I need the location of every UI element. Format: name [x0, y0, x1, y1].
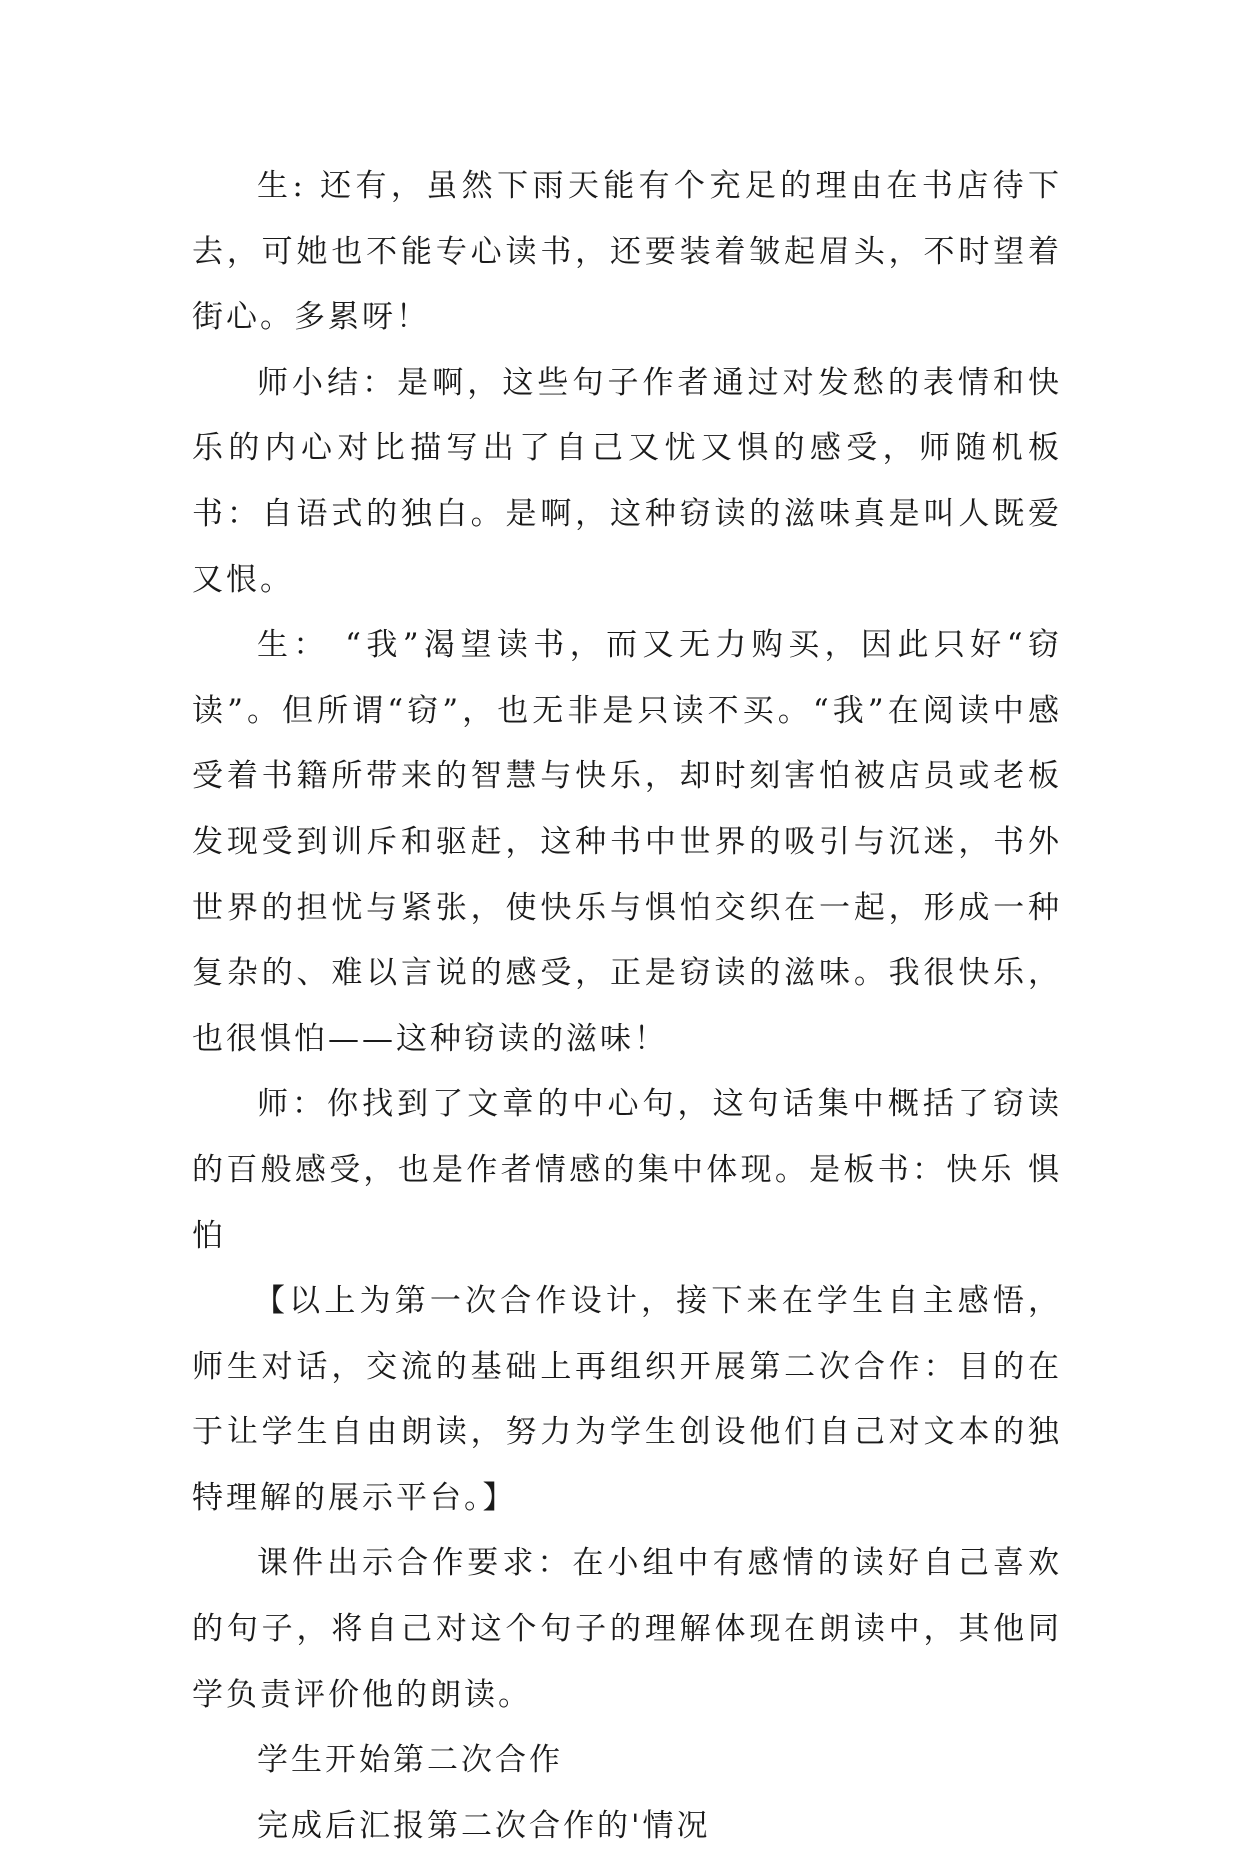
paragraph-design-note: 【以上为第一次合作设计，接下来在学生自主感悟，师生对话，交流的基础上再组织开展第二次合作：目的在于让学生自由朗读，努力为学生创设他们自己对文本的独特理解的展示平台。】	[192, 1283, 1062, 1516]
paragraph-student-central-sentence: 生： “我”渴望读书，而又无力购买，因此只好“窃读”。但所谓“窃”，也无非是只读不买。“我”在阅读中感受着书籍所带来的智慧与快乐，却时刻害怕被店员或老板发现受到训斥和驱赶，这种书中世界的吸引与沉迷，书外世界的担忧与紧张，使快乐与惧怕交织在一起，形成一种复杂的、难以言说的感受，正是窃读的滋味。我很快乐，也很惧怕——这种窃读的滋味！	[192, 627, 1062, 1057]
paragraph-teacher-blackboard: 师：你找到了文章的中心句，这句话集中概括了窃读的百般感受，也是作者情感的集中体现。是板书：快乐 惧怕	[192, 1086, 1062, 1254]
paragraph-second-cooperation-report: 完成后汇报第二次合作的'情况	[257, 1807, 711, 1844]
paragraph-student-remark-rain: 生: 还有，虽然下雨天能有个充足的理由在书店待下去，可她也不能专心读书，还要装着皱起眉头，不时望着街心。多累呀！	[192, 168, 1062, 336]
paragraph-cooperation-requirement: 课件出示合作要求：在小组中有感情的读好自己喜欢的句子，将自己对这个句子的理解体现在朗读中，其他同学负责评价他的朗读。	[192, 1545, 1062, 1713]
paragraph-second-cooperation-start: 学生开始第二次合作	[257, 1742, 563, 1779]
paragraph-teacher-summary: 师小结：是啊，这些句子作者通过对发愁的表情和快乐的内心对比描写出了自己又忧又惧的感受，师随机板书：自语式的独白。是啊，这种窃读的滋味真是叫人既爱又恨。	[192, 364, 1062, 598]
document-body	[192, 154, 1062, 1859]
